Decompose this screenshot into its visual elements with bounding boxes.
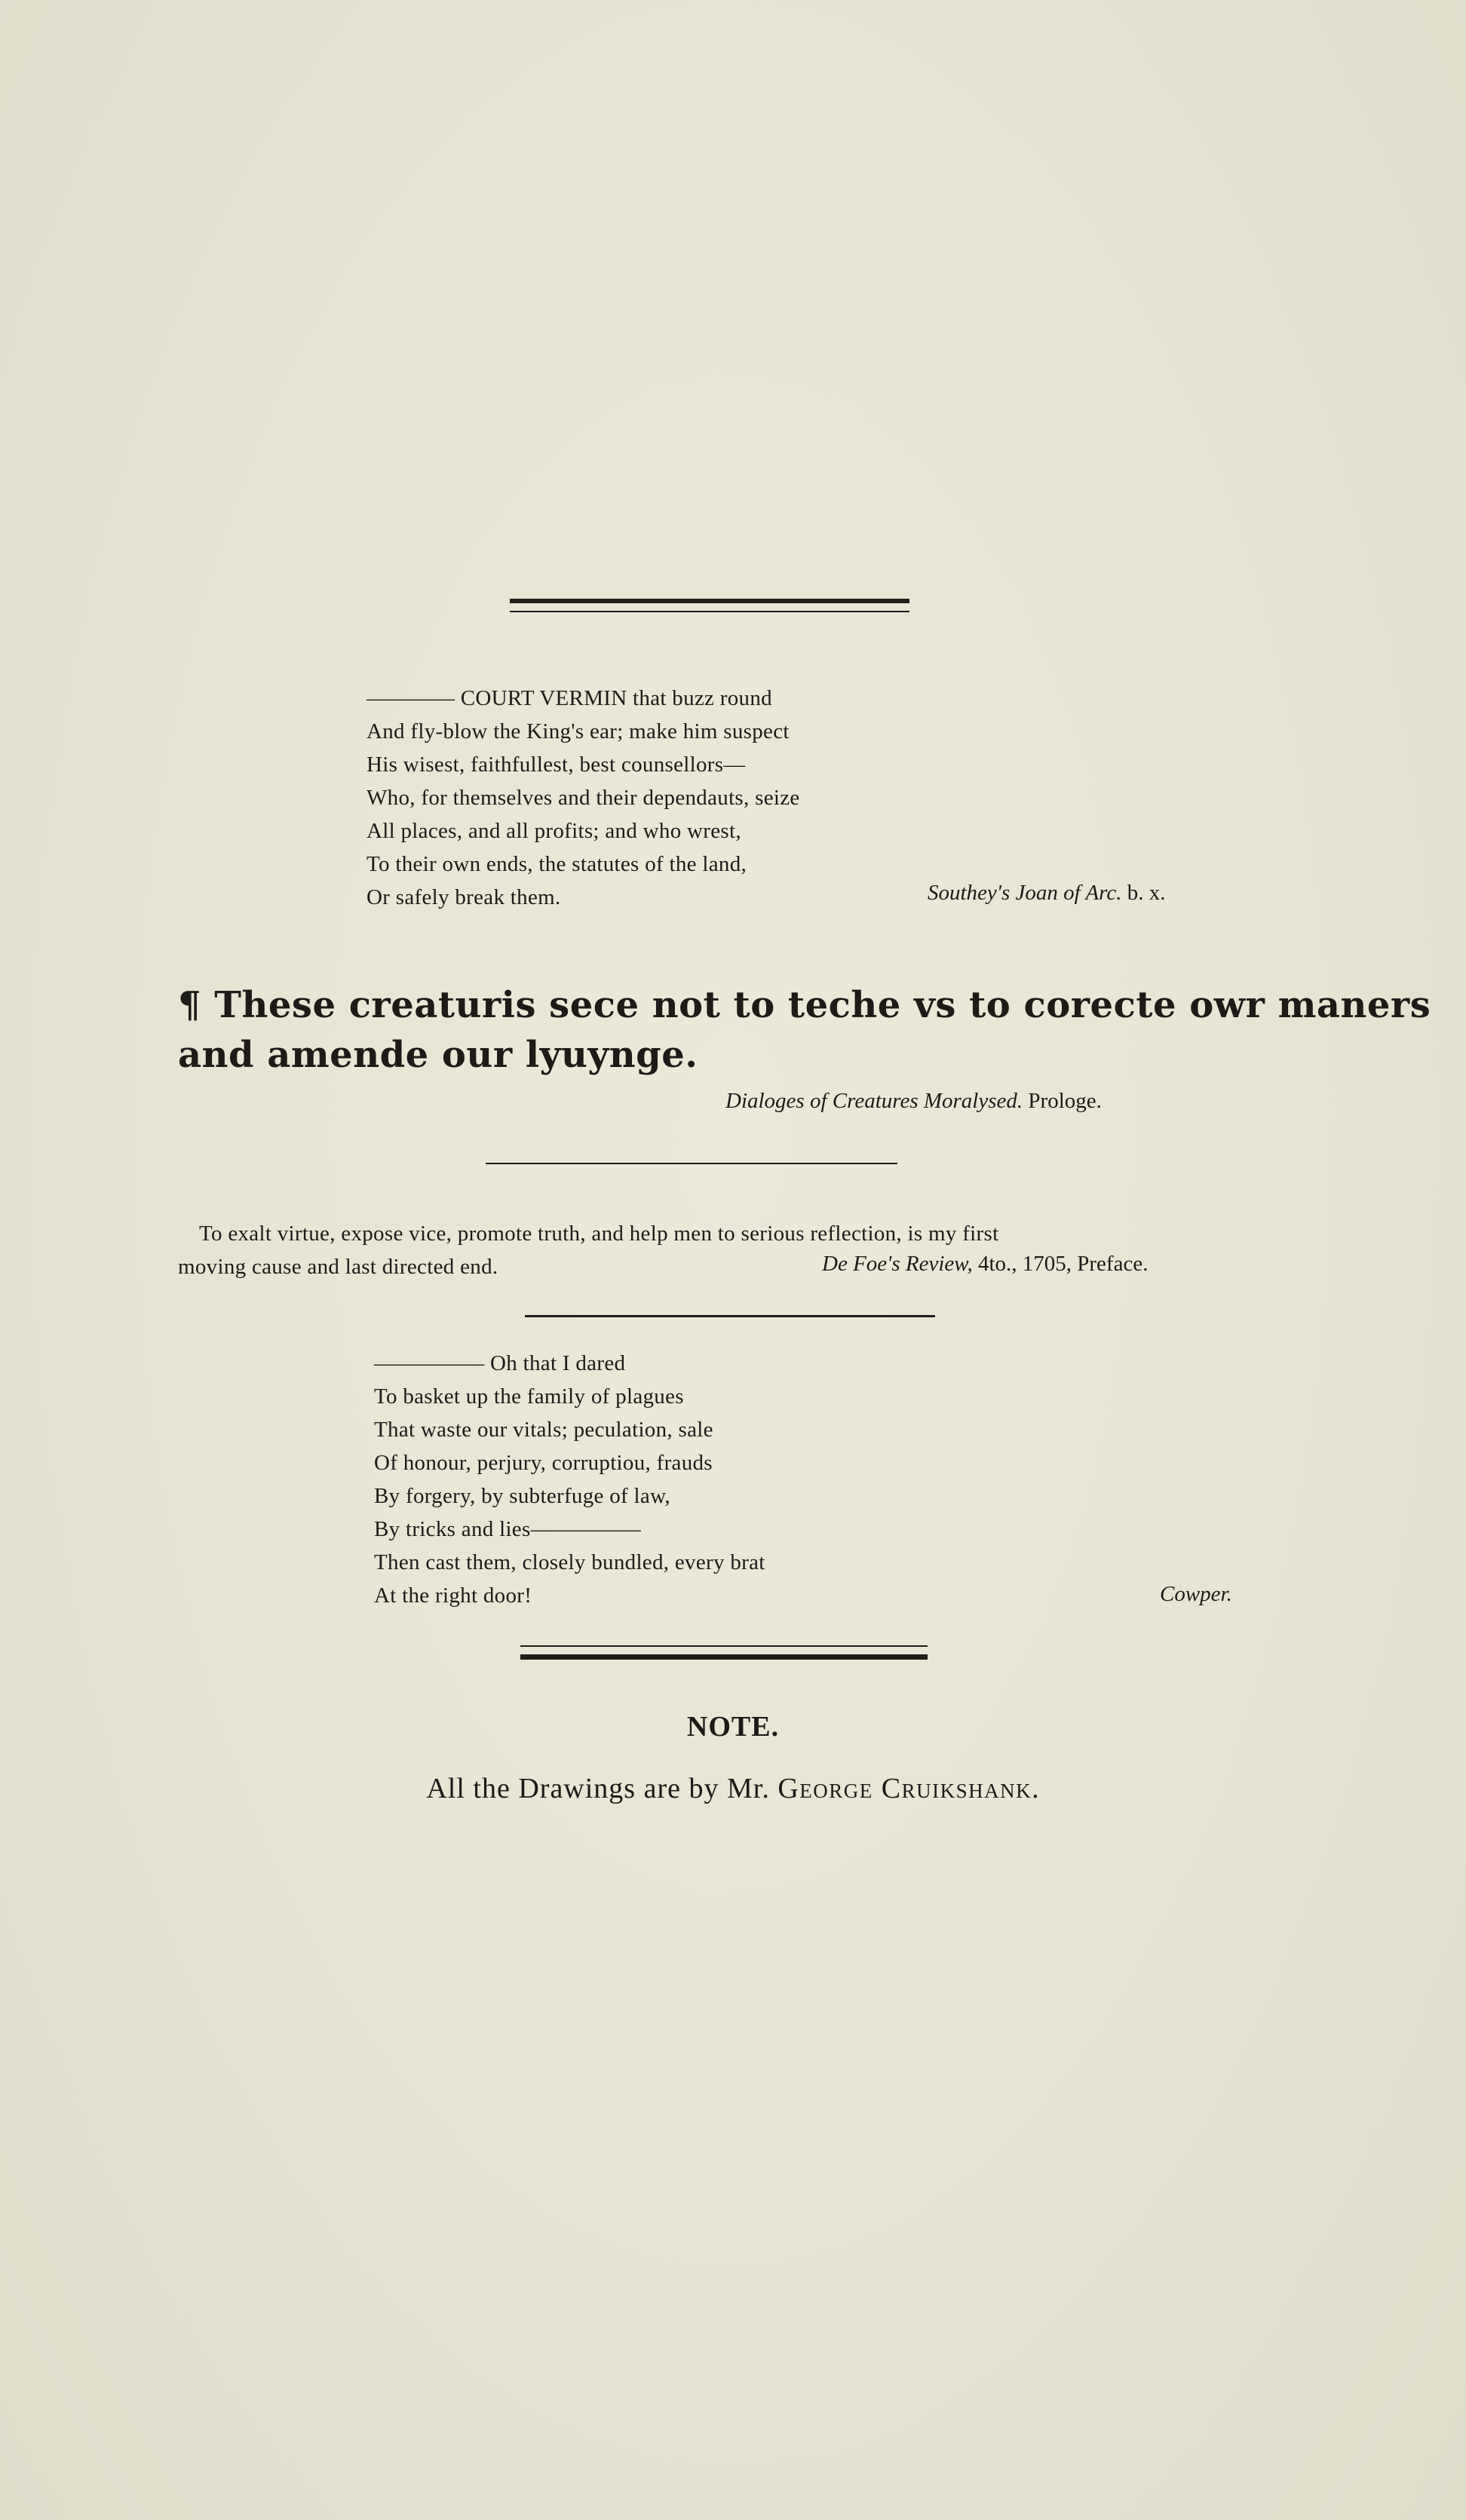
dialoges-attribution <box>725 1089 1102 1114</box>
top-rule-thin <box>510 611 909 612</box>
cowper-line-8: At the right door! <box>374 1583 532 1608</box>
southey-line-3: His wisest, faithfullest, best counsellors— <box>366 753 746 777</box>
southey-line-6: To their own ends, the statutes of the land, <box>366 852 747 876</box>
southey-attribution-title: Southey's Joan of Arc. <box>928 881 1122 905</box>
cowper-attribution: Cowper. <box>1160 1582 1232 1606</box>
defoe-attribution-title: De Foe's Review, <box>822 1252 973 1276</box>
dialoges-line-1 <box>178 980 1431 1030</box>
cowper-epigraph <box>374 1347 765 1612</box>
cowper-line-1: ————— Oh that I dared <box>374 1351 626 1375</box>
southey-attribution-book: b. x. <box>1127 881 1166 905</box>
middle-rule-2 <box>525 1315 935 1317</box>
southey-line-5: All places, and all profits; and who wrest, <box>366 819 741 843</box>
note-text-suffix: . <box>1032 1773 1040 1804</box>
note-text <box>0 1772 1466 1805</box>
bottom-rule-thin <box>520 1645 928 1647</box>
southey-line-4: Who, for themselves and their dependauts, seize <box>366 786 800 810</box>
note-text-prefix: All the Drawings are by Mr. <box>426 1773 778 1804</box>
dialoges-line-1-text: These creaturis sece not to teche vs to corecte owr maners <box>214 984 1431 1026</box>
defoe-attribution-details: 4to., 1705, Preface. <box>977 1252 1149 1276</box>
dialoges-attribution-title: Dialoges of Creatures Moralysed. <box>725 1089 1023 1113</box>
middle-rule-1 <box>486 1163 897 1164</box>
dialoges-attribution-section: Prologe. <box>1028 1089 1102 1113</box>
cowper-line-3: That waste our vitals; peculation, sale <box>374 1418 713 1442</box>
defoe-line-1: To exalt virtue, expose vice, promote truth, and help men to serious reflection, is my first <box>199 1222 999 1246</box>
cowper-line-5: By forgery, by subterfuge of law, <box>374 1484 670 1508</box>
southey-line-1: ———— COURT VERMIN that buzz round <box>366 686 772 710</box>
dialoges-line-2: and amende our lyuynge. <box>178 1034 698 1076</box>
cowper-line-7: Then cast them, closely bundled, every brat <box>374 1550 765 1574</box>
note-artist-name: George Cruikshank <box>777 1773 1032 1804</box>
southey-attribution <box>928 881 1166 906</box>
pilcrow-mark: ¶ <box>178 984 202 1026</box>
cowper-line-4: Of honour, perjury, corruptiou, frauds <box>374 1451 713 1475</box>
defoe-attribution <box>822 1252 1148 1277</box>
note-heading: NOTE. <box>686 1711 780 1743</box>
southey-epigraph <box>366 682 800 914</box>
top-rule-thick <box>510 599 909 603</box>
southey-line-2: And fly-blow the King's ear; make him suspect <box>366 719 790 743</box>
cowper-line-2: To basket up the family of plagues <box>374 1384 684 1409</box>
cowper-line-6: By tricks and lies————— <box>374 1517 642 1541</box>
bottom-rule-thick <box>520 1654 928 1660</box>
dialoges-epigraph <box>178 980 1431 1080</box>
defoe-line-2: moving cause and last directed end. <box>178 1255 498 1279</box>
southey-line-7: Or safely break them. <box>366 885 561 909</box>
